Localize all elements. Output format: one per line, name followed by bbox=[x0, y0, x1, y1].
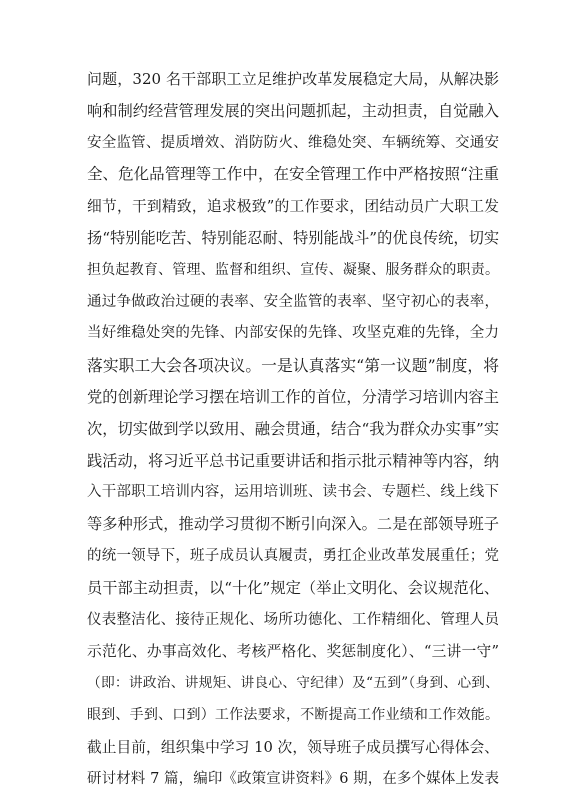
text-line: 研讨材料 7 篇，编印《政策宣讲资料》6 期，在多个媒体上发表 bbox=[87, 770, 499, 787]
text-line: 员干部主动担责，以“十化”规定（举止文明化、会议规范化、 bbox=[87, 578, 500, 597]
text-line: 仪表整洁化、接待正规化、场所功德化、工作精细化、管理人员 bbox=[87, 611, 499, 628]
text-line: 次，切实做到学以致用、融会贯通，结合“我为群众办实事”实 bbox=[87, 419, 500, 438]
text-line: 全、危化品管理等工作中，在安全管理工作中严格按照“注重 bbox=[87, 165, 499, 184]
text-line: 党的创新理论学习摆在培训工作的首位，分清学习培训内容主 bbox=[87, 387, 499, 406]
text-line: 示范化、办事高效化、考核严格化、奖惩制度化）、“三讲一守” bbox=[87, 643, 499, 661]
text-line: 践活动，将习近平总书记重要讲话和指示批示精神等内容，纳 bbox=[87, 451, 499, 470]
text-line: 安全监管、提质增效、消防防火、维稳处突、车辆统筹、交通安 bbox=[87, 134, 499, 151]
text-line: （即：讲政治、讲规矩、讲良心、守纪律）及“五到”（身到、心到、 bbox=[87, 675, 499, 692]
text-line: 等多种形式，推动学习贯彻不断引向深入。二是在部领导班子 bbox=[87, 515, 499, 534]
text-line: 落实职工大会各项决议。一是认真落实“第一议题”制度，将 bbox=[87, 356, 499, 376]
text-line: 问题，320 名干部职工立足维护改革发展稳定大局，从解决影 bbox=[87, 70, 499, 88]
text-line: 细节，干到精致，追求极致”的工作要求，团结动员广大职工发 bbox=[87, 198, 499, 216]
text-line: 的统一领导下，班子成员认真履责，勇扛企业改革发展重任；党 bbox=[87, 547, 499, 564]
text-line: 当好维稳处突的先锋、内部安保的先锋、攻坚克难的先锋，全力 bbox=[87, 325, 499, 342]
text-line: 眼到、手到、口到）工作法要求，不断提高工作业绩和工作效能。 bbox=[87, 706, 499, 723]
body-text bbox=[87, 64, 499, 795]
text-line: 响和制约经营管理发展的突出问题抓起，主动担责，自觉融入 bbox=[87, 101, 499, 120]
text-line: 担负起教育、管理、监督和组织、宣传、凝聚、服务群众的职责。 bbox=[87, 261, 499, 278]
text-line: 截止目前，组织集中学习 10 次，领导班子成员撰写心得体会、 bbox=[87, 738, 499, 756]
text-line: 通过争做政治过硬的表率、安全监管的表率、坚守初心的表率， bbox=[87, 293, 499, 310]
text-line: 入干部职工培训内容，运用培训班、读书会、专题栏、线上线下 bbox=[87, 484, 499, 501]
text-line: 扬“特别能吃苦、特别能忍耐、特别能战斗”的优良传统，切实 bbox=[87, 228, 500, 247]
